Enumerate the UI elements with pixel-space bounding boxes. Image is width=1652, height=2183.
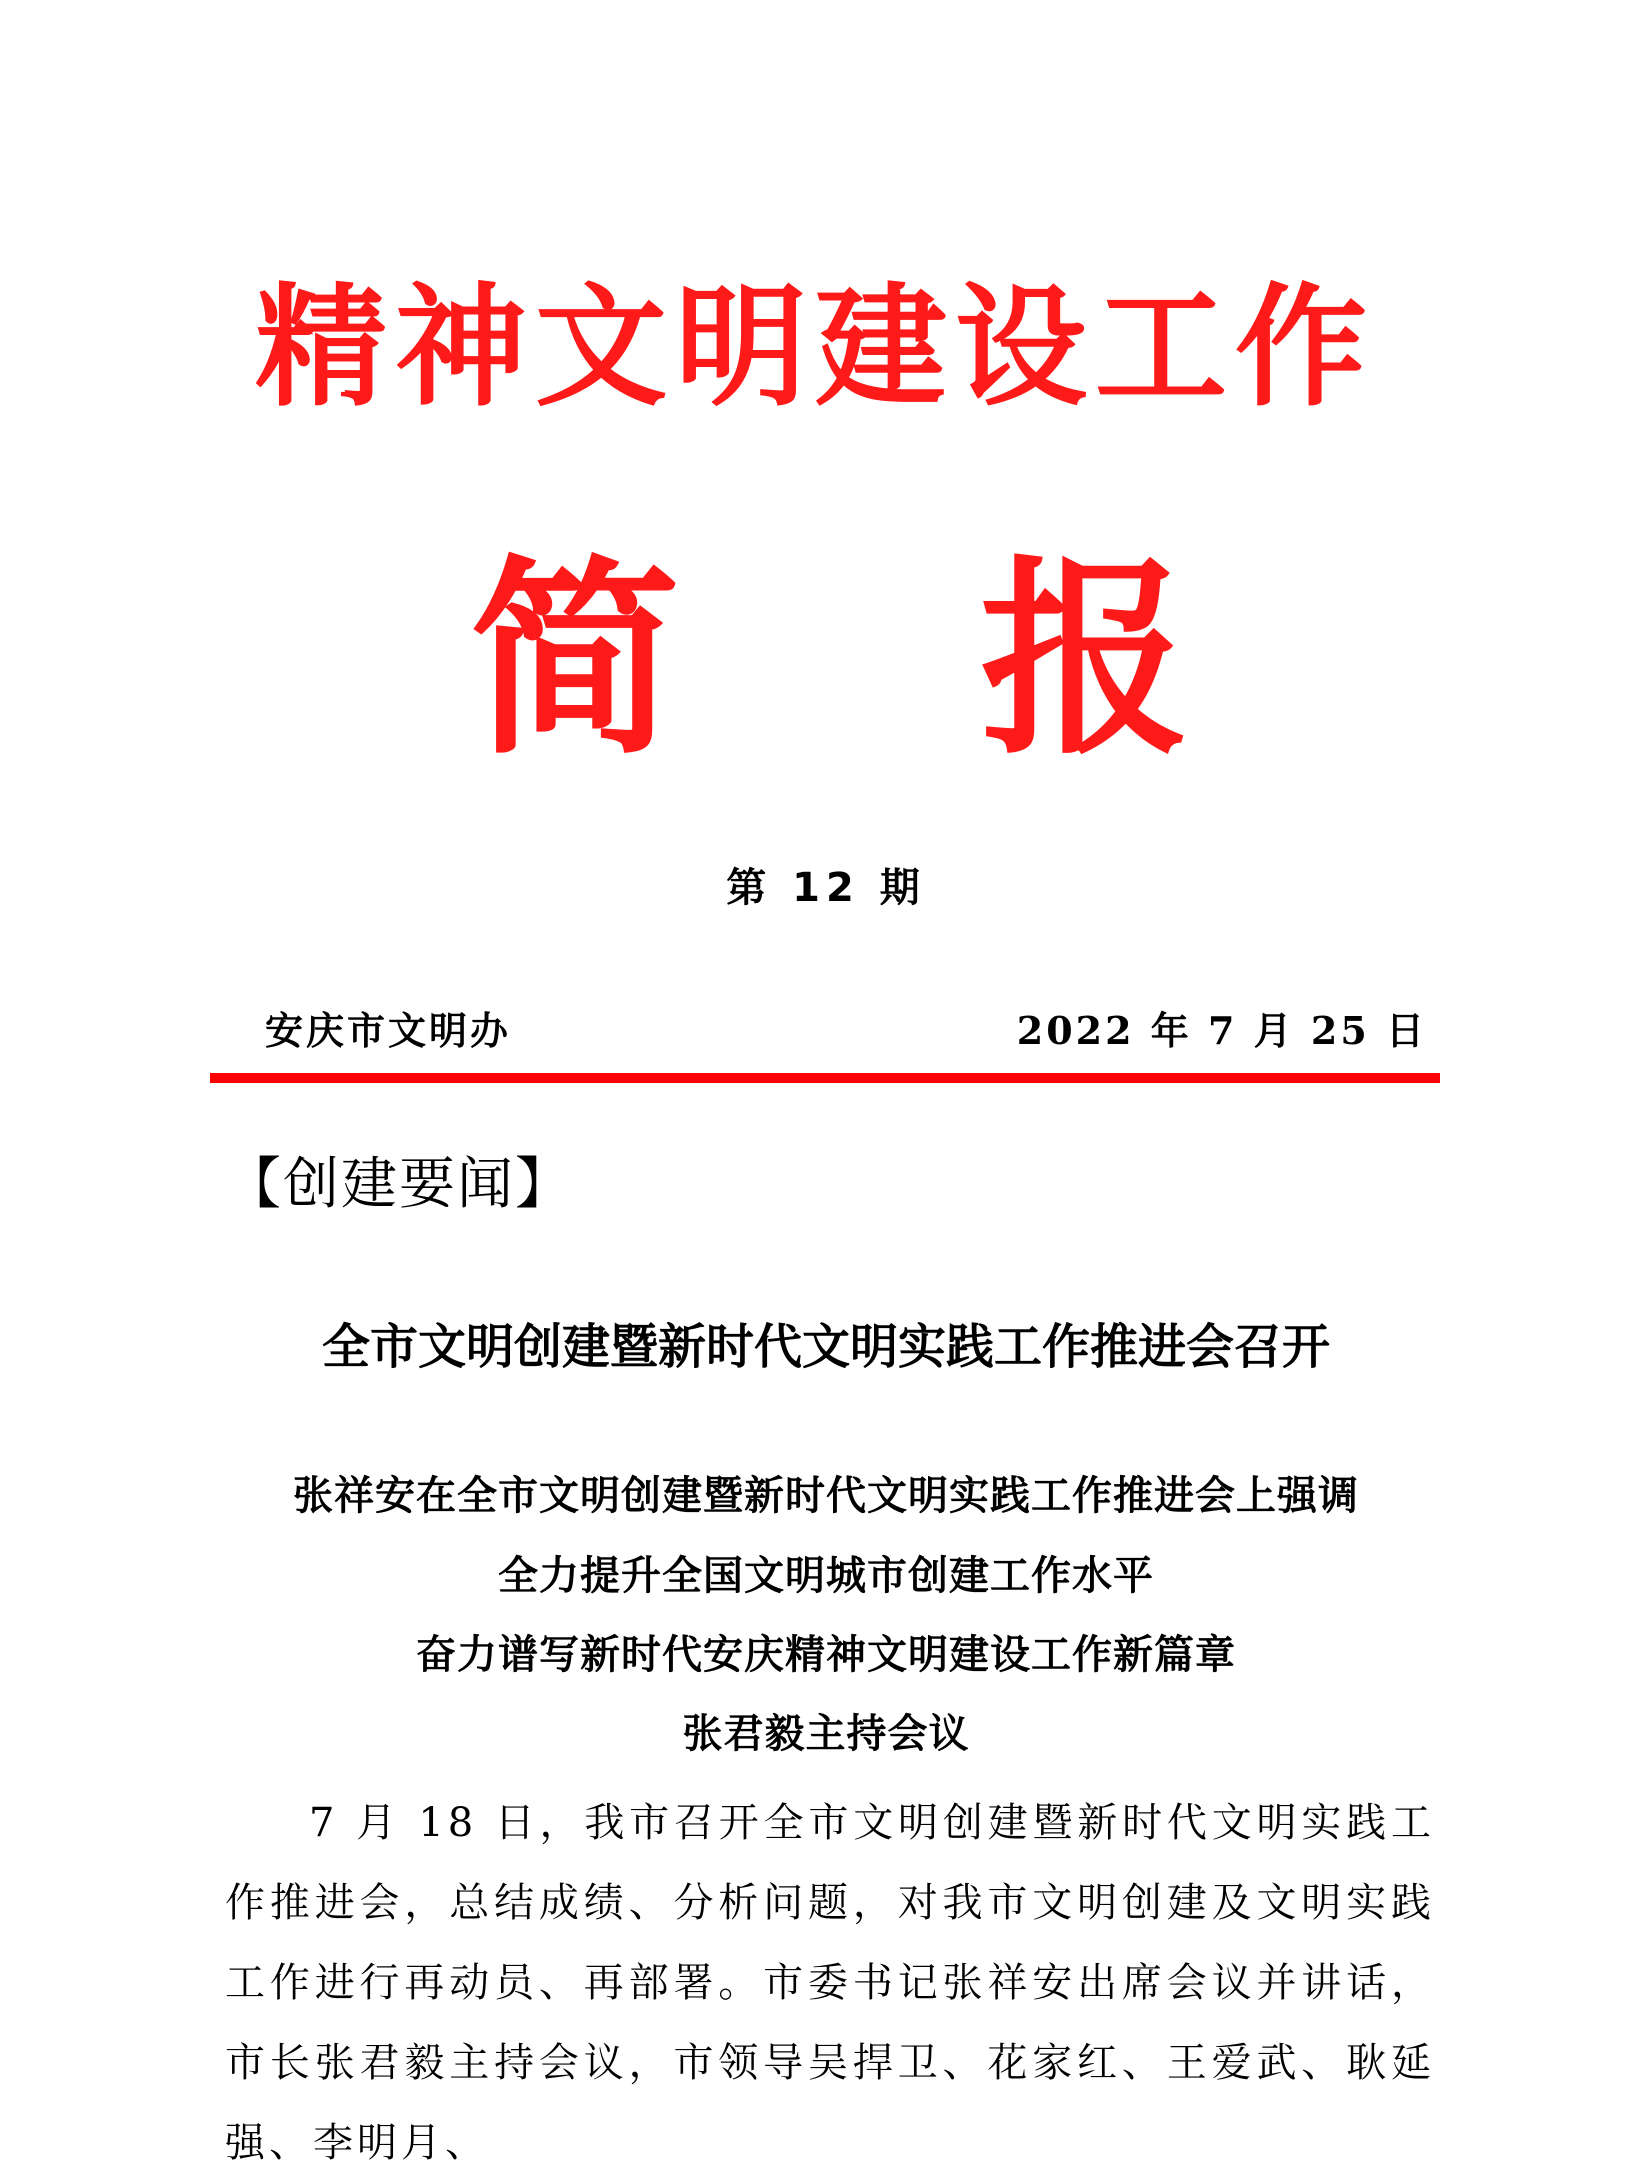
red-divider-rule — [210, 1073, 1440, 1083]
article-subhead-3: 奋力谱写新时代安庆精神文明建设工作新篇章 — [416, 1631, 1236, 1678]
issue-number: 第 12 期 — [726, 865, 926, 911]
article-subhead-1: 张祥安在全市文明创建暨新时代文明实践工作推进会上强调 — [293, 1472, 1359, 1519]
article-headline: 全市文明创建暨新时代文明实践工作推进会召开 — [321, 1319, 1330, 1375]
masthead-subtitle — [470, 536, 1190, 783]
article-subhead-4: 张君毅主持会议 — [682, 1710, 970, 1757]
masthead-subtitle-left: 简 — [470, 536, 681, 783]
issuer-date-row — [265, 1005, 1427, 1057]
article-body: 7 月 18 日，我市召开全市文明创建暨新时代文明实践工作推进会，总结成绩、分析问题，对我市文明创建及文明实践工作进行再动员、再部署。市委书记张祥安出席会议并讲话，市长张君毅主持会议，市领导吴捍卫、花家红、王爱武、耿延强、李明月、 — [225, 1800, 1435, 2166]
issue-date: 2022 年 7 月 25 日 — [1016, 1008, 1427, 1053]
article-subhead-2: 全力提升全国文明城市创建工作水平 — [498, 1552, 1154, 1599]
section-tag: 【创建要闻】 — [225, 1152, 573, 1217]
masthead-title: 精神文明建设工作 — [255, 270, 1375, 425]
masthead-subtitle-right: 报 — [979, 536, 1190, 783]
issuer: 安庆市文明办 — [265, 1008, 512, 1053]
